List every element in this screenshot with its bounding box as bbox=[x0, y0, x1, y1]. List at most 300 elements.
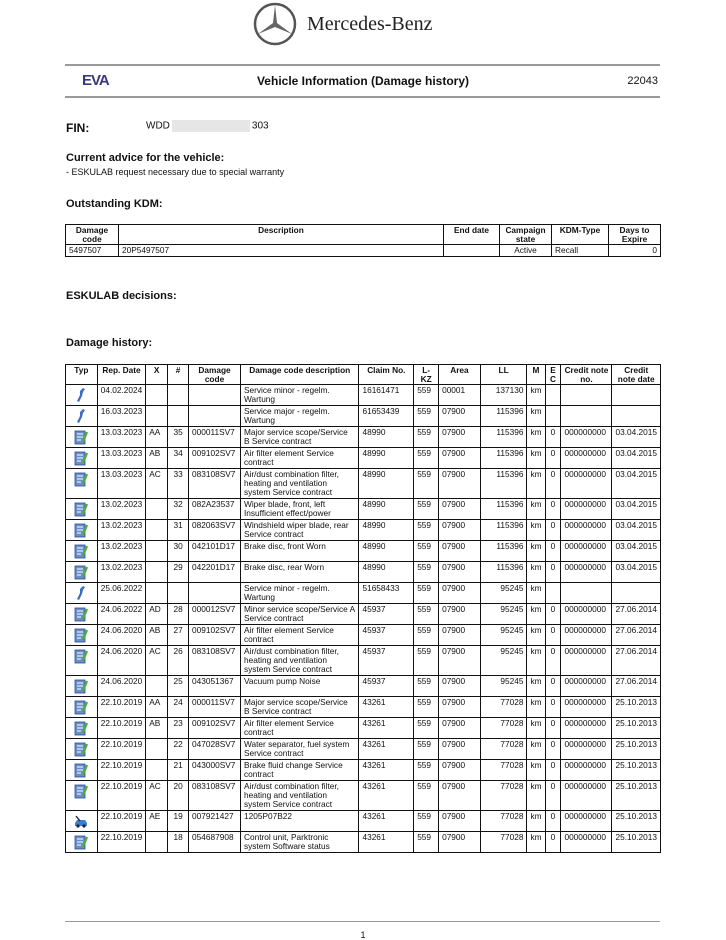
table-cell: 48990 bbox=[359, 499, 414, 520]
eva-logo: EVA bbox=[82, 72, 109, 89]
table-cell: 07900 bbox=[439, 499, 481, 520]
table-row bbox=[66, 646, 661, 676]
table-cell: AA bbox=[146, 427, 168, 448]
table-cell: 000012SV7 bbox=[189, 604, 241, 625]
table-row bbox=[66, 448, 661, 469]
table-cell: 07900 bbox=[439, 562, 481, 583]
table-cell: km bbox=[527, 499, 545, 520]
table-cell: Air filter element Service contract bbox=[240, 448, 358, 469]
table-cell: 07900 bbox=[439, 406, 481, 427]
table-cell: 28 bbox=[168, 604, 189, 625]
table-cell: 25.10.2013 bbox=[612, 697, 661, 718]
doc-icon bbox=[66, 427, 98, 448]
kdm-table bbox=[65, 224, 661, 257]
table-cell bbox=[146, 520, 168, 541]
table-cell: 95245 bbox=[480, 646, 527, 676]
table-cell: 559 bbox=[414, 625, 439, 646]
wrench-icon bbox=[66, 385, 98, 406]
table-row bbox=[66, 811, 661, 832]
table-cell: 009102SV7 bbox=[189, 718, 241, 739]
table-cell: 22.10.2019 bbox=[97, 718, 146, 739]
column-header: Damage code bbox=[66, 225, 119, 245]
table-cell: 30 bbox=[168, 541, 189, 562]
fin-label: FIN: bbox=[66, 121, 90, 135]
table-cell: 43261 bbox=[359, 811, 414, 832]
table-cell bbox=[146, 562, 168, 583]
table-cell: 0 bbox=[545, 541, 561, 562]
table-cell bbox=[561, 385, 612, 406]
column-header: Damage code bbox=[189, 365, 241, 385]
fin-suffix: 303 bbox=[251, 120, 269, 132]
table-cell: 0 bbox=[545, 625, 561, 646]
column-header: Credit note date bbox=[612, 365, 661, 385]
table-cell: 559 bbox=[414, 604, 439, 625]
table-cell: 0 bbox=[545, 448, 561, 469]
table-cell: Service minor - regelm. Wartung bbox=[240, 583, 358, 604]
table-cell: 0 bbox=[545, 604, 561, 625]
table-cell: km bbox=[527, 448, 545, 469]
table-cell: 0 bbox=[545, 760, 561, 781]
page-title: Vehicle Information (Damage history) bbox=[256, 74, 470, 88]
table-cell: 22 bbox=[168, 739, 189, 760]
table-cell bbox=[146, 832, 168, 853]
table-cell: 0 bbox=[545, 499, 561, 520]
table-cell: km bbox=[527, 697, 545, 718]
table-cell: Air filter element Service contract bbox=[240, 625, 358, 646]
table-cell: 559 bbox=[414, 541, 439, 562]
advice-heading: Current advice for the vehicle: bbox=[66, 152, 225, 164]
table-cell: 000000000 bbox=[561, 832, 612, 853]
table-cell: 13.03.2023 bbox=[97, 448, 146, 469]
table-cell: 25.10.2013 bbox=[612, 760, 661, 781]
table-cell: 25.06.2022 bbox=[97, 583, 146, 604]
table-cell: 000000000 bbox=[561, 427, 612, 448]
doc-icon bbox=[66, 562, 98, 583]
table-cell: 559 bbox=[414, 718, 439, 739]
mercedes-logo bbox=[253, 2, 433, 46]
page-number: 1 bbox=[360, 930, 366, 940]
table-cell: 07900 bbox=[439, 781, 481, 811]
table-row bbox=[66, 541, 661, 562]
table-cell bbox=[146, 583, 168, 604]
table-row bbox=[66, 676, 661, 697]
table-cell: 03.04.2015 bbox=[612, 448, 661, 469]
column-header: Campaign state bbox=[500, 225, 552, 245]
table-cell: 20P5497507 bbox=[119, 245, 444, 257]
table-cell: km bbox=[527, 781, 545, 811]
table-cell: 18 bbox=[168, 832, 189, 853]
table-cell: 5497507 bbox=[66, 245, 119, 257]
column-header: # bbox=[168, 365, 189, 385]
table-cell: km bbox=[527, 604, 545, 625]
table-cell: 007921427 bbox=[189, 811, 241, 832]
table-cell: 22.10.2019 bbox=[97, 760, 146, 781]
table-cell: 25.10.2013 bbox=[612, 811, 661, 832]
doc-icon bbox=[66, 676, 98, 697]
column-header: Typ bbox=[66, 365, 98, 385]
table-cell: km bbox=[527, 832, 545, 853]
table-cell: 000011SV7 bbox=[189, 697, 241, 718]
table-cell bbox=[168, 583, 189, 604]
table-cell: 07900 bbox=[439, 697, 481, 718]
table-cell: AB bbox=[146, 718, 168, 739]
column-header: End date bbox=[444, 225, 500, 245]
table-cell: Active bbox=[500, 245, 552, 257]
table-cell: 009102SV7 bbox=[189, 625, 241, 646]
table-cell: 1205P07B22 bbox=[240, 811, 358, 832]
doc-icon bbox=[66, 520, 98, 541]
table-cell: Air/dust combination filter, heating and ventilation system Service contract bbox=[240, 469, 358, 499]
table-cell: 48990 bbox=[359, 541, 414, 562]
table-cell: 13.02.2023 bbox=[97, 562, 146, 583]
table-cell bbox=[545, 406, 561, 427]
table-cell: 22.10.2019 bbox=[97, 739, 146, 760]
table-cell: AE bbox=[146, 811, 168, 832]
doc-icon bbox=[66, 760, 98, 781]
table-cell: 27 bbox=[168, 625, 189, 646]
table-cell: 27.06.2014 bbox=[612, 604, 661, 625]
table-cell: 45937 bbox=[359, 604, 414, 625]
table-cell bbox=[612, 385, 661, 406]
table-cell: 0 bbox=[545, 697, 561, 718]
table-cell: 0 bbox=[545, 562, 561, 583]
table-cell: 43261 bbox=[359, 739, 414, 760]
table-cell: 07900 bbox=[439, 739, 481, 760]
wrench-icon bbox=[66, 583, 98, 604]
table-cell: 20 bbox=[168, 781, 189, 811]
table-cell bbox=[168, 385, 189, 406]
table-cell: km bbox=[527, 646, 545, 676]
table-cell: 48990 bbox=[359, 562, 414, 583]
table-cell bbox=[146, 541, 168, 562]
table-cell bbox=[612, 406, 661, 427]
table-cell: 000000000 bbox=[561, 562, 612, 583]
table-cell: 32 bbox=[168, 499, 189, 520]
table-cell: 082A23537 bbox=[189, 499, 241, 520]
table-cell: 13.03.2023 bbox=[97, 427, 146, 448]
table-row bbox=[66, 604, 661, 625]
table-cell: 51658433 bbox=[359, 583, 414, 604]
table-cell bbox=[146, 499, 168, 520]
table-row bbox=[66, 520, 661, 541]
table-cell: Brake disc, front Worn bbox=[240, 541, 358, 562]
table-cell: 24 bbox=[168, 697, 189, 718]
table-cell: 03.04.2015 bbox=[612, 499, 661, 520]
table-cell: km bbox=[527, 811, 545, 832]
table-cell: 45937 bbox=[359, 625, 414, 646]
table-cell: km bbox=[527, 427, 545, 448]
table-cell: 000000000 bbox=[561, 520, 612, 541]
table-cell: 559 bbox=[414, 385, 439, 406]
table-cell: AC bbox=[146, 781, 168, 811]
table-cell: 95245 bbox=[480, 604, 527, 625]
table-cell: 559 bbox=[414, 583, 439, 604]
table-cell: AA bbox=[146, 697, 168, 718]
table-cell: Wiper blade, front, left Insufficient effect/power bbox=[240, 499, 358, 520]
table-cell: 45937 bbox=[359, 646, 414, 676]
table-cell: 000000000 bbox=[561, 625, 612, 646]
table-cell: 07900 bbox=[439, 676, 481, 697]
table-cell: 24.06.2022 bbox=[97, 604, 146, 625]
column-header: Area bbox=[439, 365, 481, 385]
table-cell: Service minor - regelm. Wartung bbox=[240, 385, 358, 406]
table-cell: km bbox=[527, 625, 545, 646]
table-cell: km bbox=[527, 541, 545, 562]
table-cell: 115396 bbox=[480, 469, 527, 499]
table-cell: 559 bbox=[414, 448, 439, 469]
table-cell: 03.04.2015 bbox=[612, 427, 661, 448]
table-cell: 000011SV7 bbox=[189, 427, 241, 448]
fin-value bbox=[146, 120, 269, 132]
doc-icon bbox=[66, 781, 98, 811]
table-cell: km bbox=[527, 406, 545, 427]
wrench-icon bbox=[66, 406, 98, 427]
doc-icon bbox=[66, 646, 98, 676]
table-cell: 07900 bbox=[439, 811, 481, 832]
table-cell: km bbox=[527, 385, 545, 406]
table-cell: 0 bbox=[545, 718, 561, 739]
table-cell: 77028 bbox=[480, 781, 527, 811]
table-cell: 000000000 bbox=[561, 676, 612, 697]
table-cell: AC bbox=[146, 646, 168, 676]
mercedes-star-icon bbox=[253, 2, 297, 46]
table-cell bbox=[561, 406, 612, 427]
table-cell: 43261 bbox=[359, 697, 414, 718]
column-header: Rep. Date bbox=[97, 365, 146, 385]
table-cell: 33 bbox=[168, 469, 189, 499]
table-cell bbox=[444, 245, 500, 257]
table-cell: 61653439 bbox=[359, 406, 414, 427]
table-cell: 77028 bbox=[480, 718, 527, 739]
table-cell: 559 bbox=[414, 520, 439, 541]
doc-icon bbox=[66, 604, 98, 625]
table-cell: 083108SV7 bbox=[189, 781, 241, 811]
table-cell: 07900 bbox=[439, 718, 481, 739]
table-cell bbox=[168, 406, 189, 427]
table-cell: AD bbox=[146, 604, 168, 625]
table-cell: 77028 bbox=[480, 811, 527, 832]
table-cell: Recall bbox=[552, 245, 609, 257]
table-cell: 000000000 bbox=[561, 646, 612, 676]
fin-redaction bbox=[172, 120, 250, 132]
table-cell: Control unit, Parktronic system Software status bbox=[240, 832, 358, 853]
table-cell: km bbox=[527, 469, 545, 499]
doc-icon bbox=[66, 832, 98, 853]
table-cell: 115396 bbox=[480, 406, 527, 427]
table-cell bbox=[146, 739, 168, 760]
column-header: L-KZ bbox=[414, 365, 439, 385]
table-cell: km bbox=[527, 718, 545, 739]
table-cell: AB bbox=[146, 625, 168, 646]
table-cell bbox=[146, 676, 168, 697]
table-cell: 13.02.2023 bbox=[97, 541, 146, 562]
table-cell: 07900 bbox=[439, 469, 481, 499]
table-cell: km bbox=[527, 562, 545, 583]
table-cell: 000000000 bbox=[561, 499, 612, 520]
doc-icon bbox=[66, 469, 98, 499]
table-cell: 25.10.2013 bbox=[612, 739, 661, 760]
table-cell: AC bbox=[146, 469, 168, 499]
table-cell: 559 bbox=[414, 406, 439, 427]
table-cell: 31 bbox=[168, 520, 189, 541]
table-row bbox=[66, 583, 661, 604]
table-cell: km bbox=[527, 739, 545, 760]
table-cell: Air filter element Service contract bbox=[240, 718, 358, 739]
table-cell: 03.04.2015 bbox=[612, 541, 661, 562]
table-cell: 07900 bbox=[439, 760, 481, 781]
damage-history-table bbox=[65, 364, 661, 853]
column-header: M bbox=[527, 365, 545, 385]
doc-icon bbox=[66, 718, 98, 739]
table-cell: 559 bbox=[414, 832, 439, 853]
table-cell: 03.04.2015 bbox=[612, 520, 661, 541]
table-cell: 13.02.2023 bbox=[97, 499, 146, 520]
table-cell: 137130 bbox=[480, 385, 527, 406]
table-cell: 77028 bbox=[480, 697, 527, 718]
table-row bbox=[66, 739, 661, 760]
table-cell: 115396 bbox=[480, 541, 527, 562]
table-cell: 48990 bbox=[359, 520, 414, 541]
table-cell: 21 bbox=[168, 760, 189, 781]
table-cell: 07900 bbox=[439, 583, 481, 604]
table-cell: 559 bbox=[414, 469, 439, 499]
table-cell bbox=[189, 583, 241, 604]
table-cell: 000000000 bbox=[561, 541, 612, 562]
table-cell: 19 bbox=[168, 811, 189, 832]
column-header: X bbox=[146, 365, 168, 385]
column-header: KDM-Type bbox=[552, 225, 609, 245]
table-cell: Vacuum pump Noise bbox=[240, 676, 358, 697]
table-cell: Windshield wiper blade, rear Service contract bbox=[240, 520, 358, 541]
table-cell bbox=[146, 406, 168, 427]
doc-icon bbox=[66, 697, 98, 718]
document-number: 22043 bbox=[627, 75, 658, 87]
table-cell: 03.04.2015 bbox=[612, 469, 661, 499]
table-cell: Air/dust combination filter, heating and ventilation system Service contract bbox=[240, 646, 358, 676]
table-cell: 0 bbox=[545, 832, 561, 853]
table-cell: 77028 bbox=[480, 760, 527, 781]
table-cell: 0 bbox=[545, 781, 561, 811]
table-cell: 559 bbox=[414, 427, 439, 448]
table-cell: km bbox=[527, 520, 545, 541]
table-cell: 24.06.2020 bbox=[97, 646, 146, 676]
table-cell: 083108SV7 bbox=[189, 469, 241, 499]
table-cell: 13.02.2023 bbox=[97, 520, 146, 541]
column-header: E C bbox=[545, 365, 561, 385]
table-cell: 07900 bbox=[439, 832, 481, 853]
table-cell: 559 bbox=[414, 646, 439, 676]
table-cell: 00001 bbox=[439, 385, 481, 406]
table-cell: 559 bbox=[414, 562, 439, 583]
table-cell: 054687908 bbox=[189, 832, 241, 853]
table-cell: 13.03.2023 bbox=[97, 469, 146, 499]
table-cell: Air/dust combination filter, heating and ventilation system Service contract bbox=[240, 781, 358, 811]
table-cell: 559 bbox=[414, 676, 439, 697]
table-cell: 559 bbox=[414, 499, 439, 520]
table-cell: 43261 bbox=[359, 718, 414, 739]
table-cell: 559 bbox=[414, 760, 439, 781]
doc-icon bbox=[66, 625, 98, 646]
table-cell bbox=[561, 583, 612, 604]
table-cell: 559 bbox=[414, 811, 439, 832]
table-cell: 115396 bbox=[480, 499, 527, 520]
table-row bbox=[66, 427, 661, 448]
table-cell: 082063SV7 bbox=[189, 520, 241, 541]
table-cell: 43261 bbox=[359, 760, 414, 781]
table-cell: 0 bbox=[545, 469, 561, 499]
doc-icon bbox=[66, 541, 98, 562]
table-cell: 0 bbox=[545, 646, 561, 676]
table-cell: km bbox=[527, 760, 545, 781]
table-cell: 0 bbox=[545, 739, 561, 760]
table-cell: 115396 bbox=[480, 427, 527, 448]
table-cell: 000000000 bbox=[561, 718, 612, 739]
table-cell: 43261 bbox=[359, 832, 414, 853]
table-cell: 24.06.2020 bbox=[97, 625, 146, 646]
table-cell: 0 bbox=[545, 811, 561, 832]
table-cell: 047028SV7 bbox=[189, 739, 241, 760]
table-cell: 43261 bbox=[359, 781, 414, 811]
table-cell: 26 bbox=[168, 646, 189, 676]
table-cell: 115396 bbox=[480, 562, 527, 583]
table-cell: 07900 bbox=[439, 625, 481, 646]
table-cell: 25.10.2013 bbox=[612, 718, 661, 739]
table-cell: 07900 bbox=[439, 448, 481, 469]
eskulab-heading: ESKULAB decisions: bbox=[66, 290, 177, 302]
table-cell: km bbox=[527, 676, 545, 697]
table-cell: 0 bbox=[545, 676, 561, 697]
table-cell: Brake disc, rear Worn bbox=[240, 562, 358, 583]
table-cell: 000000000 bbox=[561, 781, 612, 811]
table-cell: 07900 bbox=[439, 646, 481, 676]
table-cell: 03.04.2015 bbox=[612, 562, 661, 583]
table-cell: 0 bbox=[609, 245, 661, 257]
table-cell: 043000SV7 bbox=[189, 760, 241, 781]
table-cell: 22.10.2019 bbox=[97, 781, 146, 811]
table-cell bbox=[146, 385, 168, 406]
table-cell: 29 bbox=[168, 562, 189, 583]
table-cell: 77028 bbox=[480, 739, 527, 760]
table-cell: 559 bbox=[414, 781, 439, 811]
table-cell: 27.06.2014 bbox=[612, 676, 661, 697]
table-cell: Minor service scope/Service A Service contract bbox=[240, 604, 358, 625]
table-cell: 27.06.2014 bbox=[612, 646, 661, 676]
table-cell: 559 bbox=[414, 739, 439, 760]
column-header: Damage code description bbox=[240, 365, 358, 385]
table-cell: 48990 bbox=[359, 469, 414, 499]
table-cell: AB bbox=[146, 448, 168, 469]
table-row bbox=[66, 562, 661, 583]
table-cell: 16.03.2023 bbox=[97, 406, 146, 427]
column-header: Description bbox=[119, 225, 444, 245]
table-cell: 45937 bbox=[359, 676, 414, 697]
table-row bbox=[66, 406, 661, 427]
table-cell: 115396 bbox=[480, 520, 527, 541]
table-row bbox=[66, 469, 661, 499]
table-cell: 07900 bbox=[439, 541, 481, 562]
table-cell: 77028 bbox=[480, 832, 527, 853]
table-cell: 22.10.2019 bbox=[97, 697, 146, 718]
table-cell bbox=[189, 406, 241, 427]
table-cell: 25.10.2013 bbox=[612, 781, 661, 811]
table-cell: 16161471 bbox=[359, 385, 414, 406]
column-header: Credit note no. bbox=[561, 365, 612, 385]
table-cell: 000000000 bbox=[561, 448, 612, 469]
table-cell: 0 bbox=[545, 520, 561, 541]
table-cell: 25.10.2013 bbox=[612, 832, 661, 853]
table-cell: 000000000 bbox=[561, 739, 612, 760]
table-cell: 042101D17 bbox=[189, 541, 241, 562]
